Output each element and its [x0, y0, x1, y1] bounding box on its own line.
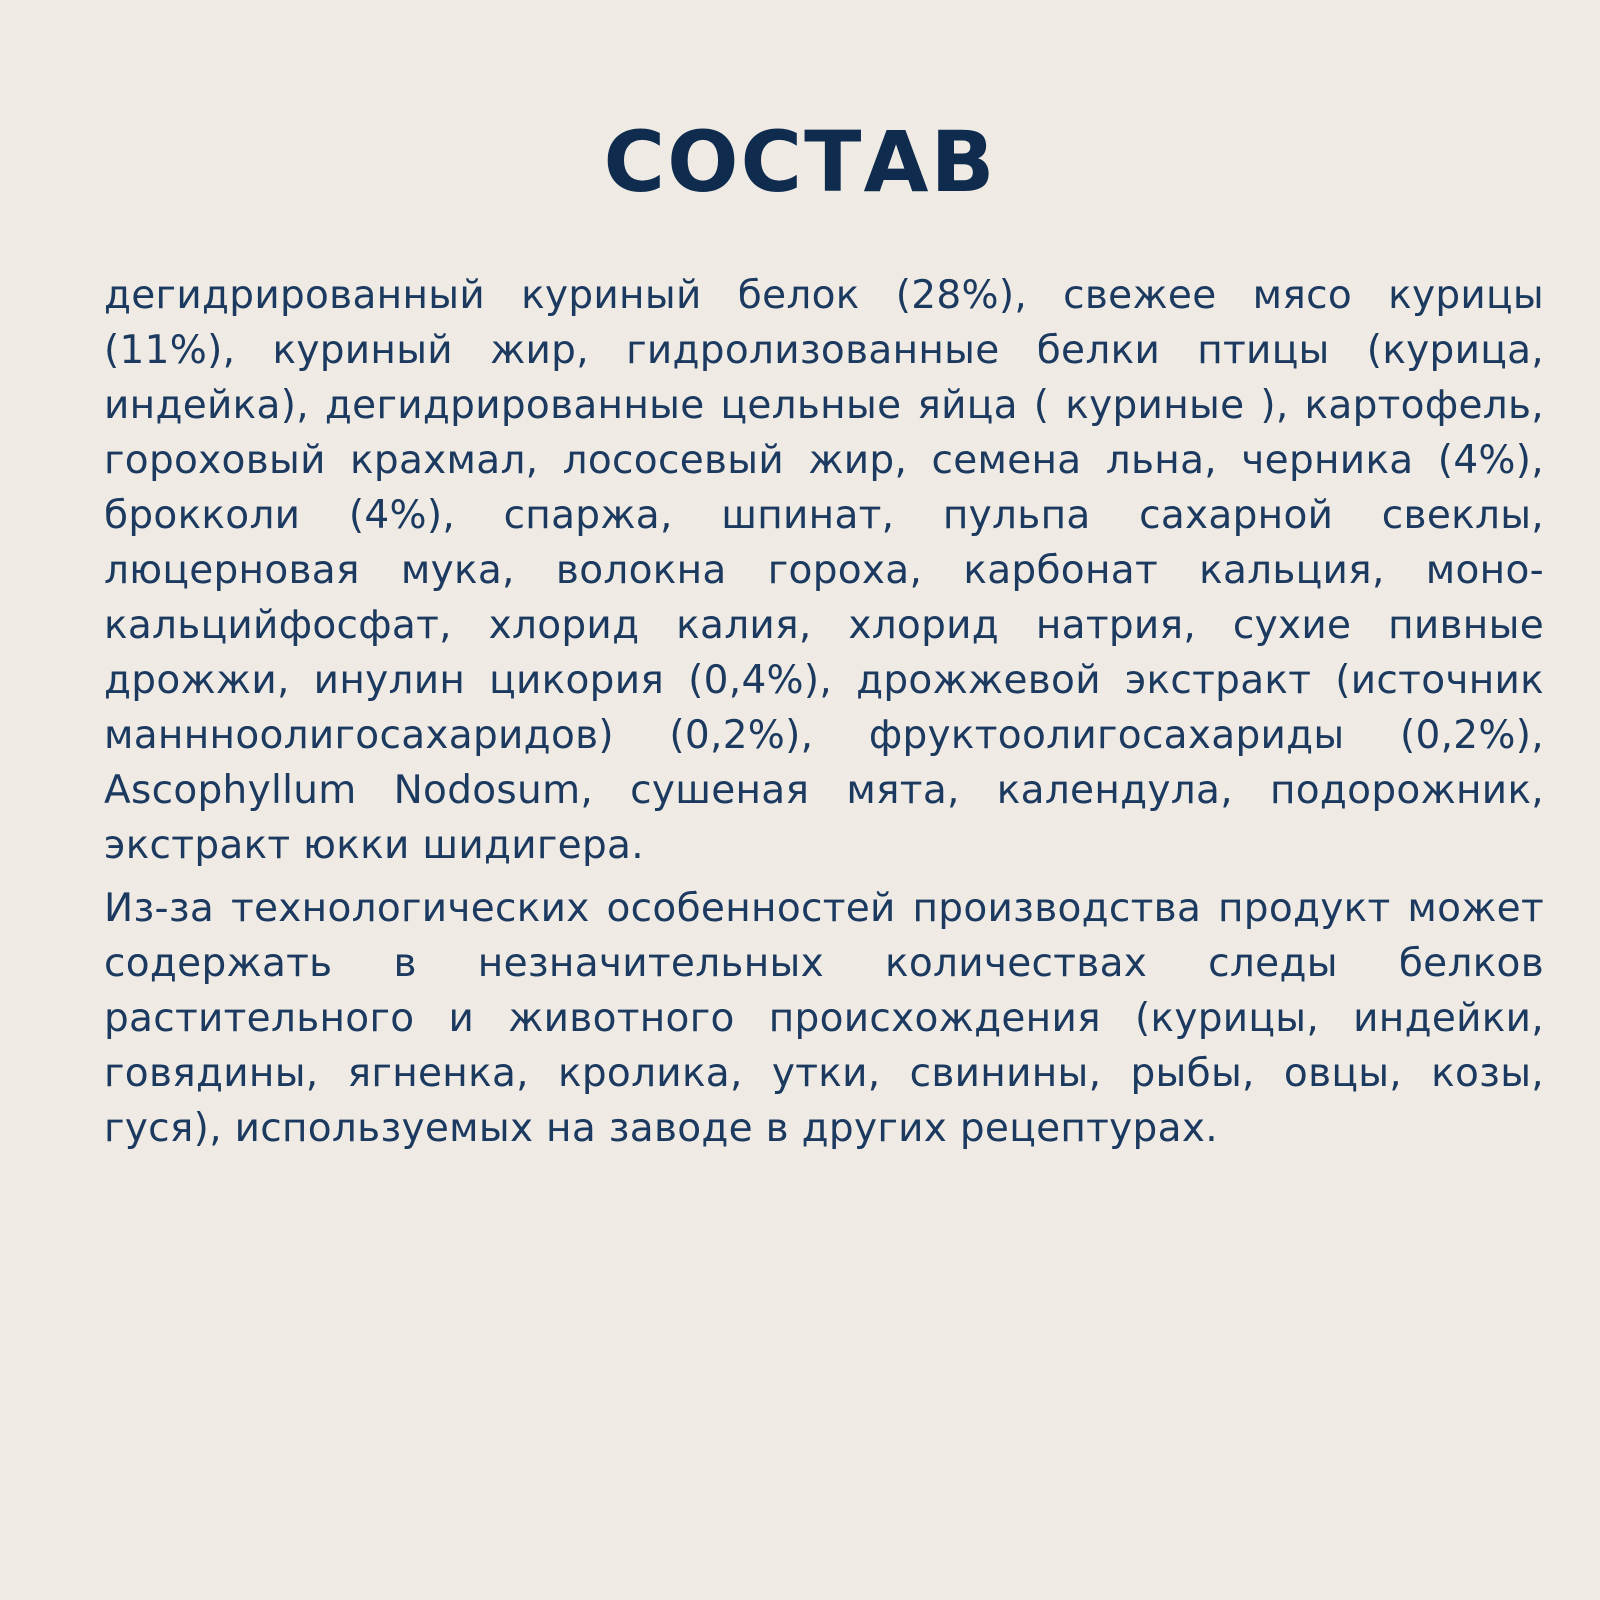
page-title: СОСТАВ	[603, 113, 997, 211]
allergen-notice-paragraph: Из-за технологических особенностей производства продукт может содержать в незначительных количествах следы белков растительного и животного происхождения (курицы, индейки, говядины, ягненка, кролика, утки, свинины, рыбы, овцы, козы, гуся), используемых на заводе в других рецептурах.	[104, 886, 1544, 1151]
composition-content	[104, 268, 1544, 1156]
ingredients-paragraph: дегидрированный куриный белок (28%), свежее мясо курицы (11%), куриный жир, гидролизованные белки птицы (курица, индейка), дегидрированные цельные яйца ( куриные ), картофель, гороховый крахмал, лососевый жир, семена льна, черника (4%), брокколи (4%), спаржа, шпинат, пульпа сахарной свеклы, люцерновая мука, волокна гороха, карбонат кальция, моно-кальцийфосфат, хлорид калия, хлорид натрия, сухие пивные дрожжи, инулин цикория (0,4%), дрожжевой экстракт (источник маннноолигосахаридов) (0,2%), фруктоолигосахариды (0,2%), Ascophyllum Nodosum, сушеная мята, календула, подорожник, экстракт юкки шидигера.	[104, 273, 1544, 868]
